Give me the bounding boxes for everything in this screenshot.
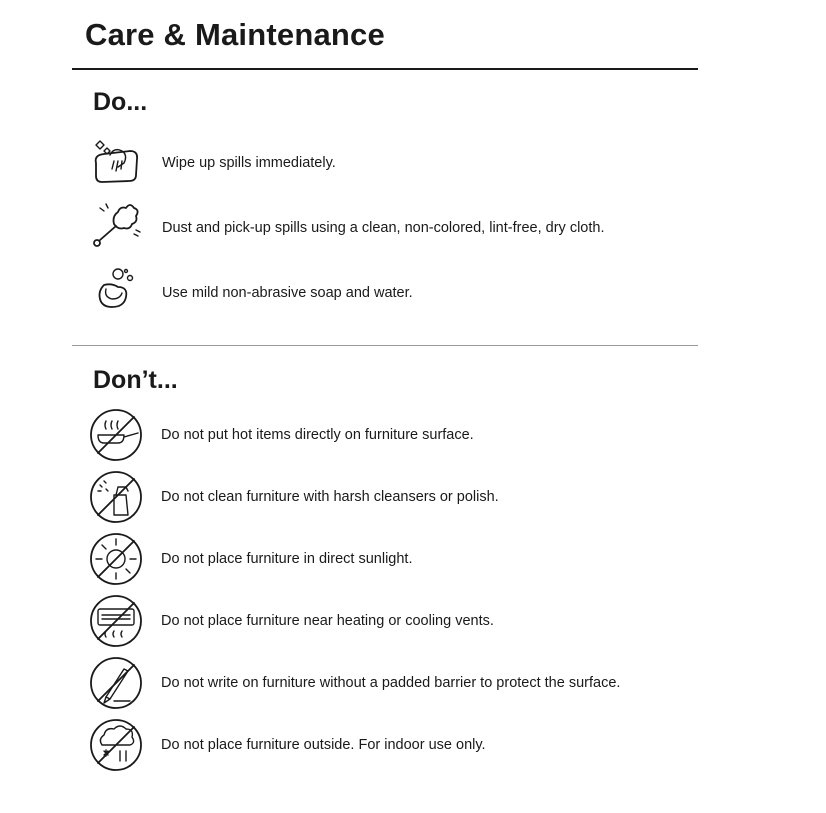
page-title: Care & Maintenance xyxy=(85,17,385,52)
dont-item-text: Do not write on furniture without a padded barrier to protect the surface. xyxy=(161,675,621,691)
do-item xyxy=(84,131,704,195)
title-divider xyxy=(72,68,698,70)
no-hot-items-icon xyxy=(84,403,148,467)
do-item xyxy=(84,261,704,325)
dont-item-text: Do not place furniture in direct sunlight. xyxy=(161,551,413,567)
do-heading: Do... xyxy=(93,88,148,116)
do-item-text: Wipe up spills immediately. xyxy=(162,155,336,171)
dont-item xyxy=(84,527,704,591)
dont-item xyxy=(84,589,704,653)
do-item xyxy=(84,196,704,260)
do-item-text: Use mild non-abrasive soap and water. xyxy=(162,285,413,301)
do-item-text: Dust and pick-up spills using a clean, non-colored, lint-free, dry cloth. xyxy=(162,220,605,236)
no-sunlight-icon xyxy=(84,527,148,591)
dont-item xyxy=(84,651,704,715)
dont-item-text: Do not place furniture outside. For indoor use only. xyxy=(161,737,486,753)
no-harsh-cleanser-icon xyxy=(84,465,148,529)
no-writing-icon xyxy=(84,651,148,715)
dont-item xyxy=(84,465,704,529)
dont-item-text: Do not clean furniture with harsh cleansers or polish. xyxy=(161,489,499,505)
dont-item-text: Do not place furniture near heating or cooling vents. xyxy=(161,613,494,629)
dont-item xyxy=(84,713,704,777)
no-outdoor-icon xyxy=(84,713,148,777)
dont-item-text: Do not put hot items directly on furniture surface. xyxy=(161,427,474,443)
no-vents-icon xyxy=(84,589,148,653)
duster-icon xyxy=(84,196,148,260)
section-divider xyxy=(72,345,698,346)
wipe-cloth-icon xyxy=(84,131,148,195)
dont-heading: Don’t... xyxy=(93,366,178,394)
soap-icon xyxy=(84,261,148,325)
dont-item xyxy=(84,403,704,467)
